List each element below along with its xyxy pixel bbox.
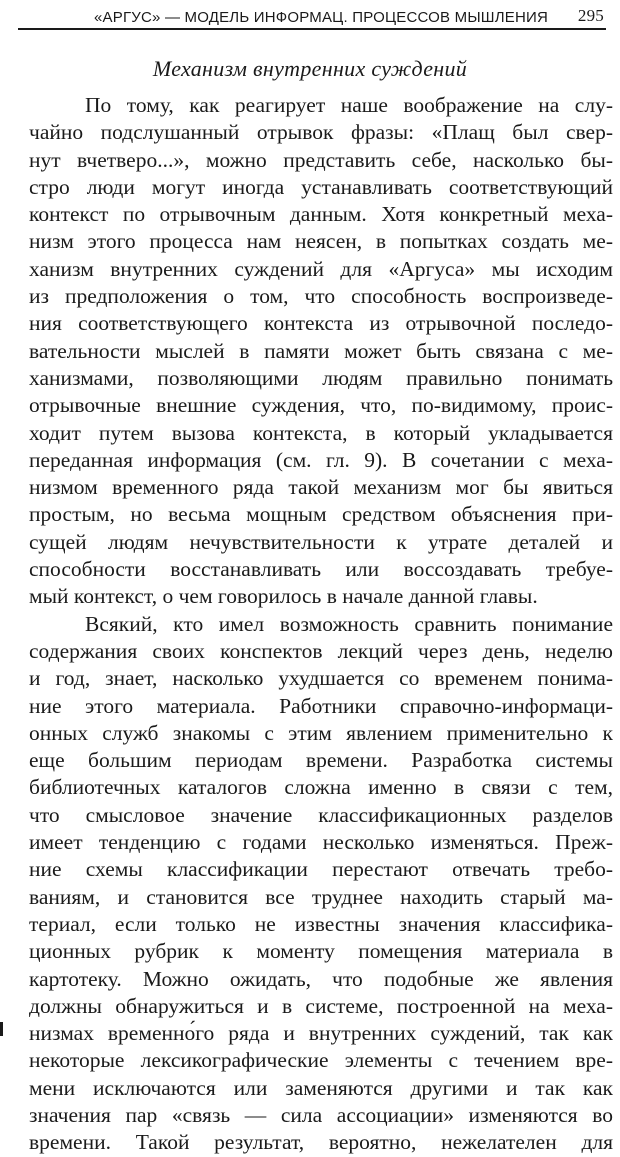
text-line: некоторые лексикографические элементы с течением вре- [29, 1048, 613, 1073]
running-title: «АРГУС» — МОДЕЛЬ ИНФОРМАЦ. ПРОЦЕССОВ МЫШЛЕНИЯ [94, 9, 549, 26]
running-header [18, 4, 606, 30]
text-line: стро люди могут иногда устанавливать соответствующий [29, 174, 613, 199]
paragraph-2 [29, 611, 613, 1157]
text-line: переданная информация (см. гл. 9). В сочетании с меха- [29, 447, 613, 472]
text-line: библиотечных каталогов сложна именно в связи с тем, [29, 775, 613, 800]
text-line: и год, знает, насколько ухудшается со временем понима- [29, 666, 613, 691]
text-line: способности восстанавливать или воссоздавать требуе- [29, 557, 613, 582]
text-line: нут вчетверо...», можно представить себе, насколько бы- [29, 147, 613, 172]
text-line: еще большим периодам времени. Разработка системы [29, 748, 613, 773]
text-line: териал, если только не известны значения классифика- [29, 911, 613, 936]
text-line: низм этого процесса нам неясен, в попытках создать ме- [29, 229, 613, 254]
text-line: сущей людям нечувствительности к утрате деталей и [29, 529, 613, 554]
text-line: содержания своих конспектов лекций через день, неделю [29, 638, 613, 663]
text-line: времени. Такой результат, вероятно, нежелателен для [29, 1130, 613, 1155]
text-line: ханизм внутренних суждений для «Аргуса» мы исходим [29, 256, 613, 281]
text-line: ходит путем вызова контекста, в который укладывается [29, 420, 613, 445]
text-line: что смысловое значение классификационных разделов [29, 802, 613, 827]
text-line: чайно подслушанный отрывок фразы: «Плащ был свер- [29, 120, 613, 145]
text-line: ние схемы классификации перестают отвечать требо- [29, 857, 613, 882]
text-line: ваниям, и становится все труднее находить старый ма- [29, 884, 613, 909]
paragraph-1 [29, 92, 613, 611]
scan-edge-mark [0, 1022, 3, 1036]
text-line: ние этого материала. Работники справочно-информаци- [29, 693, 613, 718]
text-line: вательности мыслей в памяти может быть связана с ме- [29, 338, 613, 363]
body-text [29, 92, 613, 1157]
text-line: из предположения о том, что способность воспроизведе- [29, 284, 613, 309]
text-line: низмом временного ряда такой механизм мог бы явиться [29, 475, 613, 500]
text-line: низмах временно́го ряда и внутренних суждений, так как [29, 1021, 613, 1046]
text-line: ханизмами, позволяющими людям правильно понимать [29, 365, 613, 390]
text-line: картотеку. Можно ожидать, что подобные же явления [29, 966, 613, 991]
text-line: онных служб знакомы с этим явлением применительно к [29, 720, 613, 745]
text-line: Всякий, кто имел возможность сравнить понимание [85, 611, 613, 636]
page-number: 295 [577, 6, 604, 25]
text-line: контекст по отрывочным данным. Хотя конкретный меха- [29, 202, 613, 227]
text-line: должны обнаружиться и в системе, построенной на меха- [29, 993, 613, 1018]
text-line: По тому, как реагирует наше воображение на слу- [85, 93, 613, 117]
text-line: мый контекст, о чем говорилось в начале данной главы. [29, 584, 538, 609]
text-line: простым, но весьма мощным средством объяснения при- [29, 502, 613, 527]
section-title: Механизм внутренних суждений [152, 56, 468, 81]
text-line: отрывочные внешние суждения, что, по-видимому, проис- [29, 393, 613, 418]
text-line: ния соответствующего контекста из отрывочной последо- [29, 311, 613, 336]
text-line: значения пар «связь — сила ассоциации» изменяются во [29, 1102, 613, 1127]
text-line: имеет тенденцию с годами несколько изменяться. Преж- [29, 830, 613, 855]
text-line: мени исключаются или заменяются другими и так как [29, 1075, 613, 1100]
text-line: ционных рубрик к моменту помещения материала в [29, 939, 613, 964]
